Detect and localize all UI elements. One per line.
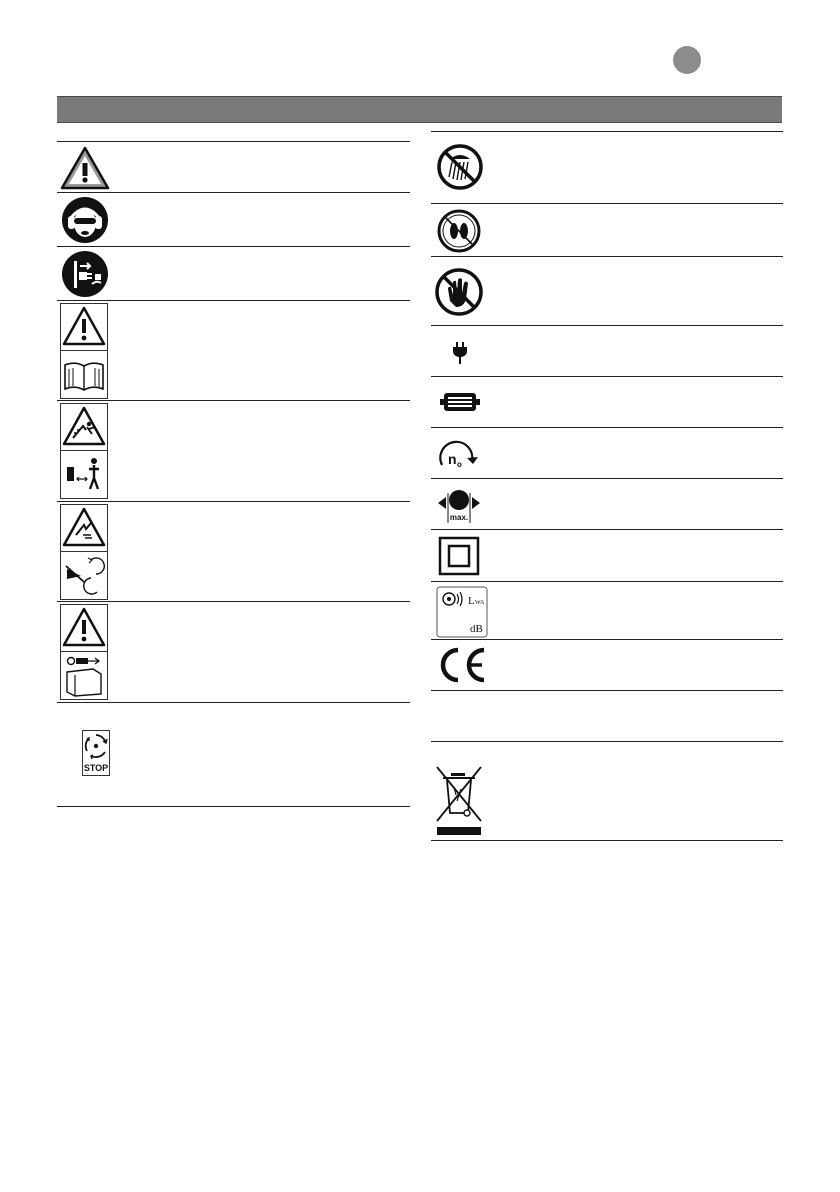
- symbol-row: [57, 300, 410, 400]
- symbol-row: [431, 581, 783, 639]
- warning-triangle-icon: [60, 303, 108, 351]
- thrown-objects-warning-icon: [60, 403, 108, 451]
- unplug-before-maintenance-icon: [61, 250, 109, 298]
- no-rain-exposure-icon: [436, 143, 484, 191]
- blade-keep-hands-away-icon: [60, 552, 108, 600]
- double-insulation-icon: [438, 536, 480, 576]
- warning-triangle-icon: [60, 146, 110, 190]
- symbol-row: [431, 639, 783, 690]
- symbol-row: [431, 427, 783, 478]
- symbol-table-right: [431, 131, 783, 841]
- weee-crossed-bin-icon: [433, 765, 485, 837]
- section-header-bar: [57, 96, 782, 123]
- symbol-table-left: [57, 141, 410, 807]
- symbol-row: [57, 702, 410, 807]
- stop-label: STOP: [83, 763, 109, 773]
- blade-stop-icon: [82, 730, 110, 776]
- symbol-row: [431, 741, 783, 841]
- symbol-row: [431, 325, 783, 376]
- read-manual-book-icon: [60, 351, 108, 399]
- warning-triangle-icon: [60, 604, 108, 652]
- wear-no-sandals-icon: [436, 208, 482, 254]
- symbol-row: [57, 246, 410, 300]
- symbol-row: [57, 192, 410, 246]
- sound-power-level-icon: [436, 586, 488, 638]
- maintenance-manual-icon: [60, 652, 108, 700]
- rotation-speed-n-label: n: [448, 451, 457, 467]
- plug-icon: [451, 342, 469, 364]
- no-hands-icon: [434, 267, 484, 317]
- ce-mark-icon: [436, 647, 488, 683]
- symbol-row-empty: [431, 690, 783, 741]
- symbol-row: [431, 131, 783, 203]
- sound-lwa-label: L: [468, 595, 475, 607]
- symbol-row: [431, 256, 783, 325]
- rotating-blade-warning-icon: [60, 504, 108, 552]
- rotation-speed-icon: [436, 439, 482, 471]
- symbol-row: [57, 400, 410, 501]
- sound-lwa-sub-label: WA: [475, 600, 485, 606]
- max-cutting-diameter-icon: [436, 485, 482, 525]
- max-label: max.: [449, 513, 469, 522]
- symbol-row: [431, 478, 783, 529]
- keep-bystanders-away-icon: [60, 451, 108, 499]
- symbol-row: [431, 376, 783, 427]
- sound-db-label: dB: [470, 623, 483, 635]
- symbol-row: [57, 501, 410, 601]
- symbol-row: [57, 141, 410, 192]
- symbol-row: [57, 601, 410, 702]
- page-number-marker: [673, 46, 701, 74]
- ear-eye-protection-icon: [61, 196, 109, 244]
- rotation-speed-sub-label: o: [457, 460, 462, 469]
- motor-icon: [440, 391, 480, 413]
- symbol-row: [431, 529, 783, 581]
- symbol-row: [431, 203, 783, 256]
